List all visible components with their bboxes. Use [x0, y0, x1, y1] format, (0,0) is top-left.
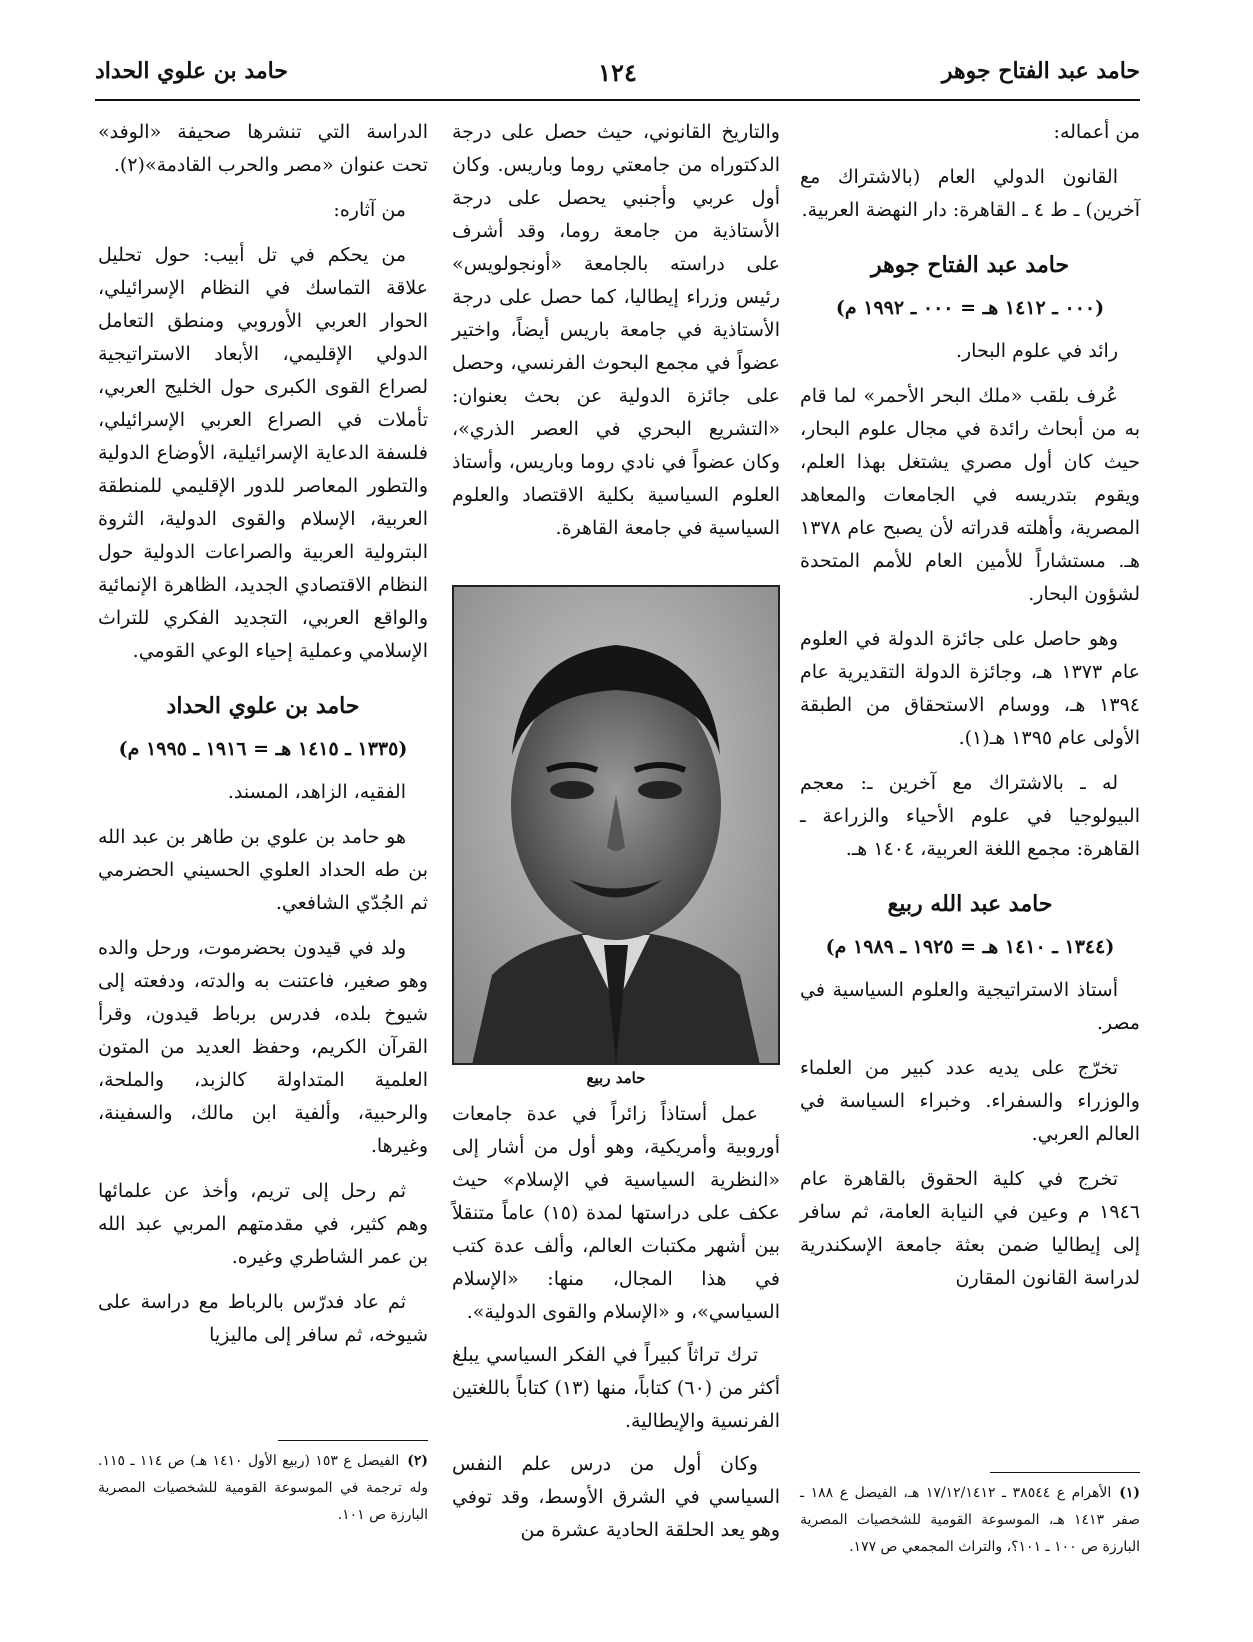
entry-dates-jawhar: (٠٠٠ ـ ١٤١٢ هـ = ٠٠٠ ـ ١٩٩٢ م)	[835, 297, 1105, 319]
entry-paragraph: من يحكم في تل أبيب: حول تحليل علاقة التماسك في النظام الإسرائيلي، الحوار العربي الأوروبي ومنطق التعامل الدولي الإقليمي، الأبعاد الاستراتيجية لصراع القوى الكبرى حول الخليج العربي، تأملات في الصراع العربي الإسرائيلي، فلسفة الدعاية الإسرائيلية، الأوضاع الدولية والتطور المعاصر للدور الإقليمي للمنطقة العربية، الإسلام والقوى الدولية، الثروة البترولية العربية والصراعات الدولية حول النظام الاقتصادي الجديد، الظاهرة الإنمائية والواقع العربي، التجديد الفكري للتراث الإسلامي وعملية إحياء الوعي القومي.	[98, 244, 428, 662]
entry-title-haddad: حامد بن علوي الحداد	[166, 693, 360, 719]
entry-paragraph: تخرج في كلية الحقوق بالقاهرة عام ١٩٤٦ م وعين في النيابة العامة، ثم سافر إلى إيطاليا ضمن بعثة جامعة الإسكندرية لدراسة القانون المقارن	[800, 1168, 1140, 1289]
entry-paragraph: رائد في علوم البحار.	[955, 340, 1118, 362]
footnote-left	[98, 1448, 428, 1529]
footnote-number: (٢)	[407, 1453, 428, 1469]
entry-paragraph: ثم عاد فدرّس بالرباط مع دراسة على شيوخه، ثم سافر إلى ماليزيا	[98, 1291, 428, 1346]
running-head-right: حامد عبد الفتاح جوهر	[941, 58, 1140, 84]
footnote-rule-right	[990, 1472, 1140, 1473]
entry-paragraph: الفقيه، الزاهد، المسند.	[227, 781, 406, 803]
column-left	[98, 116, 428, 1364]
entry-dates-haddad: (١٣٣٥ ـ ١٤١٥ هـ = ١٩١٦ ـ ١٩٩٥ م)	[118, 738, 408, 760]
entry-paragraph: ثم رحل إلى تريم، وأخذ عن علمائها وهم كثير، في مقدمتهم المربي عبد الله بن عمر الشاطري وغيره.	[98, 1180, 428, 1268]
entry-paragraph: والتاريخ القانوني، حيث حصل على درجة الدكتوراه من جامعتي روما وباريس. وكان أول عربي وأجنبي يحصل على درجة الأستاذية من جامعة روما، وقد أشرف على دراسته بالجامعة «أونجولويس» رئيس وزراء إيطاليا، كما حصل على درجة الأستاذية في جامعة باريس أيضاً، واختير عضواً في مجمع البحوث الفرنسي، وحصل على جائزة الدولية عن بحث بعنوان: «التشريع البحري في العصر الذري»، وكان عضواً في نادي روما وباريس، وأستاذ العلوم السياسية بكلية الاقتصاد والعلوم السياسية في جامعة القاهرة.	[452, 121, 780, 539]
footnote-right	[800, 1480, 1140, 1561]
entry-paragraph: عمل أستاذاً زائراً في عدة جامعات أوروبية وأمريكية، وهو أول من أشار إلى «النظرية السياسية في الإسلام» حيث عكف على دراستها لمدة (١٥) عاماً متنقلاً بين أشهر مكتبات العالم، وألف عدة كتب في هذا المجال، منها: «الإسلام السياسي»، و «الإسلام والقوى الدولية».	[452, 1103, 780, 1323]
entry-paragraph: وكان أول من درس علم النفس السياسي في الشرق الأوسط، وقد توفي وهو يعد الحلقة الحادية عشرة من	[452, 1453, 780, 1541]
page-header	[95, 58, 1140, 92]
header-rule	[95, 99, 1140, 101]
entry-paragraph: الدراسة التي تنشرها صحيفة «الوفد» تحت عنوان «مصر والحرب القادمة»(٢).	[98, 121, 428, 176]
entry-paragraph: وهو حاصل على جائزة الدولة في العلوم عام ١٣٧٣ هـ، وجائزة الدولة التقديرية عام ١٣٩٤ هـ، ووسام الاستحقاق من الطبقة الأولى عام ١٣٩٥ هـ(١).	[800, 628, 1140, 749]
entry-title-rabie: حامد عبد الله ربيع	[887, 891, 1053, 917]
works-label: من أعماله:	[1053, 121, 1140, 143]
entry-title-jawhar: حامد عبد الفتاح جوهر	[870, 252, 1070, 278]
entry-paragraph: أستاذ الاستراتيجية والعلوم السياسية في مصر.	[800, 979, 1140, 1034]
entry-paragraph: هو حامد بن علوي بن طاهر بن عبد الله بن طه الحداد العلوي الحسيني الحضرمي ثم الجُدّي الشافعي.	[98, 826, 428, 914]
column-middle	[452, 116, 780, 557]
column-right	[800, 116, 1140, 1307]
photo-caption: حامد ربيع	[586, 1069, 646, 1087]
footnote-text: الفيصل ع ١٥٣ (ربيع الأول ١٤١٠ هـ) ص ١١٤ ـ ١١٥. وله ترجمة في الموسوعة القومية للشخصيات المصرية البارزة ص ١٠١.	[98, 1453, 428, 1523]
entry-paragraph: ولد في قيدون بحضرموت، ورحل والده وهو صغير، فاعتنت به والدته، ودفعته إلى شيوخ بلده، فدرس برباط قيدون، وقرأ القرآن الكريم، وحفظ العديد من المتون العلمية المتداولة كالزبد، والملحة، والرحبية، وألفية ابن مالك، والسفينة، وغيرها.	[98, 937, 428, 1157]
entry-dates-rabie: (١٣٤٤ ـ ١٤١٠ هـ = ١٩٢٥ ـ ١٩٨٩ م)	[825, 936, 1115, 958]
entry-paragraph: عُرف بلقب «ملك البحر الأحمر» لما قام به من أبحاث رائدة في مجال علوم البحار، حيث كان أول مصري يشتغل بهذا العلم، ويقوم بتدريسه في الجامعات والمعاهد المصرية، وأهلته قدراته لأن يصبح عام ١٣٧٨ هـ. مستشاراً للأمين العام للأمم المتحدة لشؤون البحار.	[800, 385, 1140, 605]
works-text: القانون الدولي العام (بالاشتراك مع آخرين) ـ ط ٤ ـ القاهرة: دار النهضة العربية.	[800, 166, 1140, 221]
entry-paragraph: له ـ بالاشتراك مع آخرين ـ: معجم البيولوجيا في علوم الأحياء والزراعة ـ القاهرة: مجمع اللغة العربية، ١٤٠٤ هـ.	[800, 772, 1140, 860]
footnote-number: (١)	[1119, 1485, 1140, 1501]
entry-paragraph: تخرّج على يديه عدد كبير من العلماء والوزراء والسفراء. وخبراء السياسة في العالم العربي.	[800, 1057, 1140, 1145]
footnote-text: الأهرام ع ٣٨٥٤٤ ـ ١٧/١٢/١٤١٢ هـ، الفيصل ع ١٨٨ ـ صفر ١٤١٣ هـ، الموسوعة القومية للشخصيات المصرية البارزة ص ١٠٠ ـ ١٠١؟، والتراث المجمعي ص ١٧٧.	[800, 1485, 1140, 1555]
entry-paragraph: ترك تراثاً كبيراً في الفكر السياسي يبلغ أكثر من (٦٠) كتاباً، منها (١٣) كتاباً باللغتين الفرنسية والإيطالية.	[452, 1344, 780, 1432]
footnote-rule-left	[278, 1440, 428, 1441]
running-head-left: حامد بن علوي الحداد	[95, 58, 288, 84]
column-middle-lower	[452, 1098, 780, 1557]
portrait-photo	[452, 585, 780, 1065]
works-label: من آثاره:	[333, 199, 406, 221]
page-number: ١٢٤	[598, 58, 637, 87]
